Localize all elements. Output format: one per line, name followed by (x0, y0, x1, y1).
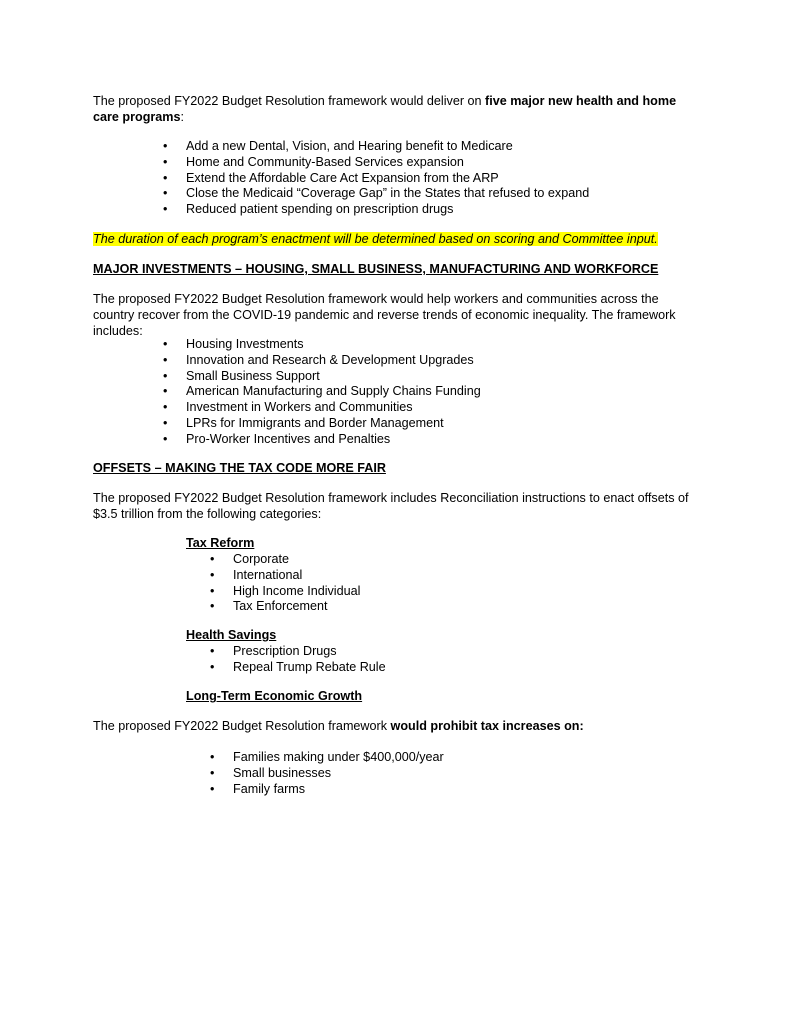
list-item: • High Income Individual (233, 584, 360, 600)
list-item: • Tax Enforcement (233, 599, 360, 615)
health-programs-list (186, 139, 589, 218)
list-item: • American Manufacturing and Supply Chains Funding (186, 384, 481, 400)
list-item: • Small Business Support (186, 369, 481, 385)
duration-note: The duration of each program’s enactment will be determined based on scoring and Committee input. (93, 232, 658, 246)
investments-list (186, 337, 481, 448)
offsets-paragraph: The proposed FY2022 Budget Resolution framework includes Reconciliation instructions to enact offsets of $3.5 trillion from the following categories: (93, 491, 689, 521)
health-savings-list (233, 644, 386, 676)
list-item: • Corporate (233, 552, 360, 568)
prohibit-list (233, 750, 444, 797)
list-item: • LPRs for Immigrants and Border Management (186, 416, 481, 432)
list-item: • Extend the Affordable Care Act Expansion from the ARP (186, 171, 589, 187)
intro-bold: five major new health and home care programs (93, 94, 677, 124)
duration-note-paragraph (93, 232, 703, 248)
prohibit-paragraph (93, 719, 703, 735)
intro-tail: : (180, 109, 184, 124)
growth-heading: Long-Term Economic Growth (186, 689, 363, 703)
investments-heading: MAJOR INVESTMENTS – HOUSING, SMALL BUSINESS, MANUFACTURING AND WORKFORCE (93, 262, 659, 276)
tax-reform-list (233, 552, 360, 615)
tax-reform-heading: Tax Reform (186, 536, 255, 550)
list-item: • Housing Investments (186, 337, 481, 353)
list-item: • Add a new Dental, Vision, and Hearing benefit to Medicare (186, 139, 589, 155)
prohibit-bold: would prohibit tax increases on: (390, 719, 584, 733)
prohibit-lead: The proposed FY2022 Budget Resolution framework (93, 719, 391, 733)
intro-lead: The proposed FY2022 Budget Resolution framework would deliver on (93, 94, 486, 108)
list-item: • Family farms (233, 782, 444, 798)
list-item: • Home and Community-Based Services expansion (186, 155, 589, 171)
list-item: • Close the Medicaid “Coverage Gap” in the States that refused to expand (186, 186, 589, 202)
list-item: • Investment in Workers and Communities (186, 400, 481, 416)
offsets-heading: OFFSETS – MAKING THE TAX CODE MORE FAIR (93, 461, 386, 475)
list-item: • Pro-Worker Incentives and Penalties (186, 432, 481, 448)
list-item: • Repeal Trump Rebate Rule (233, 660, 386, 676)
intro-paragraph (93, 94, 703, 126)
list-item: • Prescription Drugs (233, 644, 386, 660)
health-savings-heading: Health Savings (186, 628, 277, 642)
list-item: • International (233, 568, 360, 584)
list-item: • Families making under $400,000/year (233, 750, 444, 766)
list-item: • Reduced patient spending on prescription drugs (186, 202, 589, 218)
list-item: • Small businesses (233, 766, 444, 782)
investments-paragraph: The proposed FY2022 Budget Resolution framework would help workers and communities across the country recover from the COVID-19 pandemic and reverse trends of economic inequality. The framework includes: (93, 292, 676, 338)
list-item: • Innovation and Research & Development Upgrades (186, 353, 481, 369)
